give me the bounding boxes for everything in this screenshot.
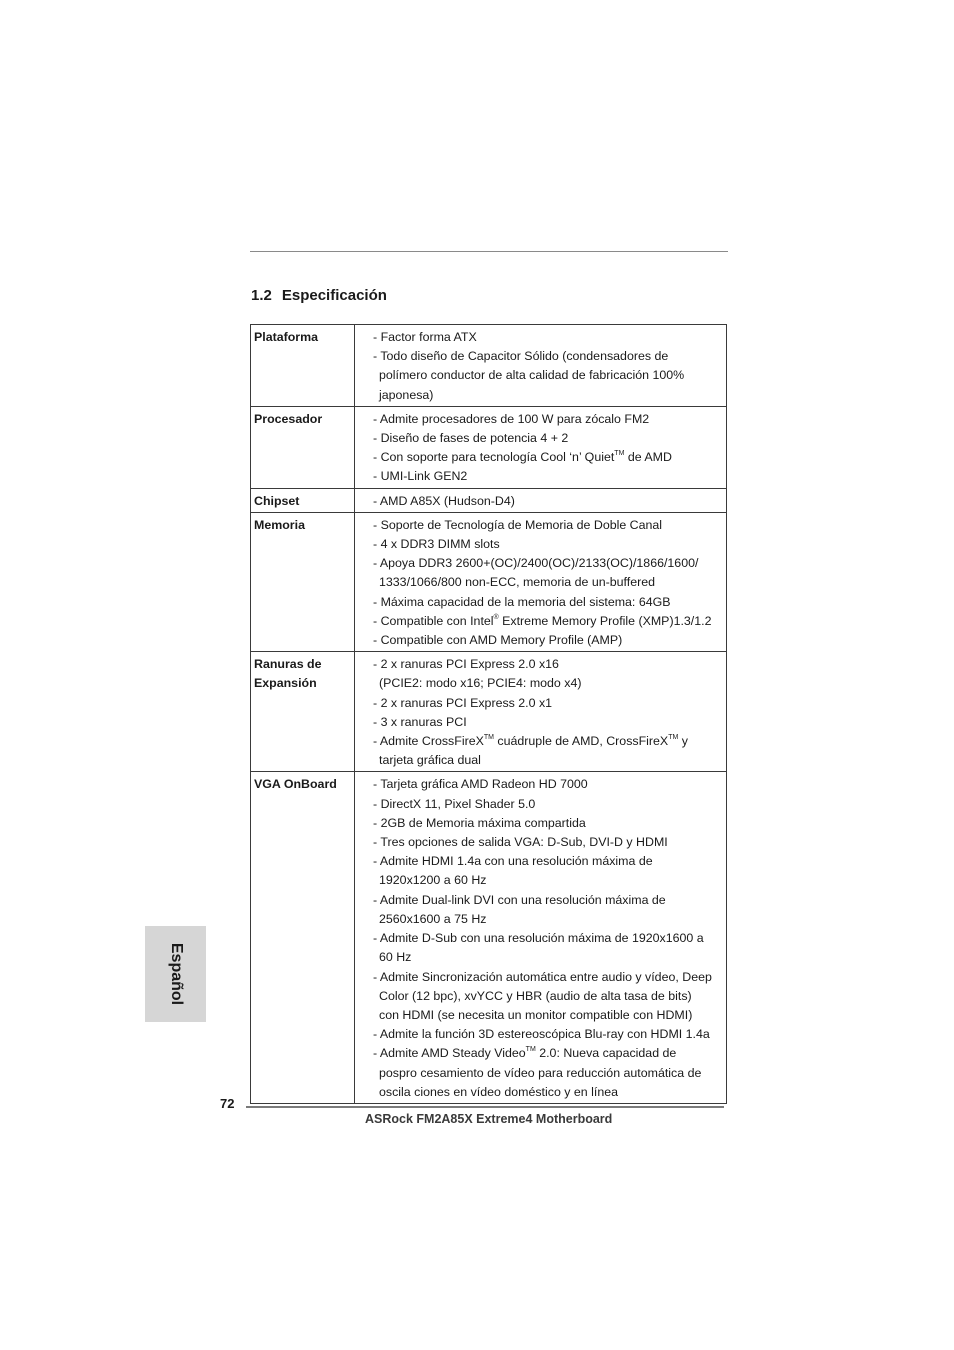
spec-value-line [373,535,726,554]
spec-row-label-cell [251,488,355,512]
section-heading: Especificación [281,287,387,304]
spec-value-line [373,429,726,448]
spec-value-line [373,467,726,486]
spec-row [251,512,727,651]
language-side-tab [145,926,206,1022]
spec-value-line [373,573,726,592]
spec-value-text: - 2 x ranuras PCI Express 2.0 x16 [373,657,559,672]
spec-value-text: y [678,734,688,749]
spec-row-label: Ranuras de [254,657,322,672]
spec-row-label-cell [251,512,355,651]
trademark-mark: TM [668,733,679,741]
spec-value-text: Extreme Memory Profile (XMP)1.3/1.2 [498,613,712,628]
spec-row-label-cell [251,406,355,488]
spec-value-text: japonesa) [379,387,434,402]
spec-value-text: - Admite Sincronización automática entre audio y vídeo, Deep [373,969,712,984]
spec-value-line [373,795,726,814]
spec-value-line [373,871,726,890]
spec-value-line [373,751,726,770]
spec-row-values-cell [355,652,727,772]
spec-value-line [373,655,726,674]
spec-value-line [373,852,726,871]
spec-value-line [373,694,726,713]
spec-value-line [373,516,726,535]
spec-row-label-cell [251,325,355,407]
spec-value-text: (PCIE2: modo x16; PCIE4: modo x4) [379,676,582,691]
section-title [251,287,387,304]
spec-row [251,772,727,1103]
spec-row-label: Chipset [254,493,300,508]
specification-table-body [251,325,727,1104]
spec-row [251,325,727,407]
spec-value-text: - Admite la función 3D estereoscópica Blu-ray con HDMI 1.4a [373,1027,710,1042]
spec-value-text: - Apoya DDR3 2600+(OC)/2400(OC)/2133(OC)/1866/1600/ [373,556,699,571]
spec-value-text: oscila ciones en vídeo doméstico y en línea [379,1084,619,1099]
top-divider [250,251,728,252]
spec-row-values-cell [355,325,727,407]
spec-value-text: - 2GB de Memoria máxima compartida [373,815,586,830]
spec-value-text: - Admite Dual-link DVI con una resolución máxima de [373,892,666,907]
spec-value-text: con HDMI (se necesita un monitor compatible con HDMI) [379,1007,693,1022]
spec-value-line [373,674,726,693]
spec-value-text: - Tarjeta gráfica AMD Radeon HD 7000 [373,777,588,792]
trademark-mark: TM [525,1046,536,1054]
spec-value-line [373,929,726,948]
spec-value-line [373,948,726,967]
spec-value-text: - UMI-Link GEN2 [373,469,468,484]
spec-row-label: VGA OnBoard [254,777,337,792]
spec-value-text: - Con soporte para tecnología Cool ‘n’ Quiet [373,450,615,465]
spec-value-text: cuádruple de AMD, CrossFireX [493,734,669,749]
spec-value-text: - Máxima capacidad de la memoria del sistema: 64GB [373,594,671,609]
spec-value-line [373,1064,726,1083]
section-number: 1.2 [251,287,272,304]
spec-value-text: - Admite D-Sub con una resolución máxima de 1920x1600 a [373,931,704,946]
spec-value-line [373,713,726,732]
spec-value-line [373,910,726,929]
spec-value-line [373,386,726,405]
spec-row-label-cell [251,652,355,772]
spec-value-text: Color (12 bpc), xvYCC y HBR (audio de alta tasa de bits) [379,988,692,1003]
spec-value-text: polímero conductor de alta calidad de fabricación 100% [379,368,685,383]
spec-value-text: - Compatible con AMD Memory Profile (AMP) [373,633,623,648]
spec-value-line [373,448,726,467]
spec-value-line [373,593,726,612]
spec-value-text: - Admite procesadores de 100 W para zócalo FM2 [373,411,650,426]
spec-value-line [373,732,726,751]
spec-value-text: - Admite CrossFireX [373,734,484,749]
spec-value-line [373,987,726,1006]
spec-value-line [373,328,726,347]
spec-value-text: de AMD [624,450,672,465]
spec-value-line [373,410,726,429]
spec-value-text: 1920x1200 a 60 Hz [379,873,487,888]
spec-value-line [373,1044,726,1063]
spec-row-label: Procesador [254,411,323,426]
spec-value-text: - Soporte de Tecnología de Memoria de Doble Canal [373,517,663,532]
spec-value-text: - Todo diseño de Capacitor Sólido (condensadores de [373,349,669,364]
spec-value-line [373,814,726,833]
spec-value-text: 2.0: Nueva capacidad de [535,1046,677,1061]
spec-value-text: pospro cesamiento de vídeo para reducción automática de [379,1065,702,1080]
spec-row-values-cell [355,488,727,512]
spec-row-label: Plataforma [254,330,319,344]
spec-value-text: - DirectX 11, Pixel Shader 5.0 [373,796,536,811]
spec-value-line [373,1025,726,1044]
spec-value-text: - 4 x DDR3 DIMM slots [373,537,500,552]
footer-divider [246,1106,724,1108]
spec-value-text: - Tres opciones de salida VGA: D-Sub, DVI-D y HDMI [373,835,668,850]
spec-value-text: 1333/1066/800 non-ECC, memoria de un-buffered [379,575,655,590]
spec-row-values-cell [355,512,727,651]
spec-row [251,652,727,772]
language-label: Español [167,942,185,1006]
trademark-mark: TM [614,450,625,458]
spec-row [251,406,727,488]
spec-value-text: 60 Hz [379,950,412,965]
spec-row-label: Memoria [254,517,305,532]
spec-value-text: - Admite AMD Steady Video [373,1046,526,1061]
spec-value-line [373,366,726,385]
spec-value-text: - Compatible con Intel [373,613,494,628]
spec-value-text: - Factor forma ATX [373,330,477,344]
spec-value-line [373,775,726,794]
page-number: 72 [220,1096,235,1111]
spec-value-line [373,968,726,987]
spec-value-text: tarjeta gráfica dual [379,753,481,768]
trademark-mark: TM [483,733,494,741]
spec-value-text: - Admite HDMI 1.4a con una resolución máxima de [373,854,653,869]
spec-value-text: - Diseño de fases de potencia 4 + 2 [373,431,569,446]
spec-value-text: - 3 x ranuras PCI [373,714,467,729]
spec-value-line [373,492,726,511]
spec-row-label-cell [251,772,355,1103]
spec-value-text: 2560x1600 a 75 Hz [379,911,487,926]
spec-row-label-continued: Expansión [254,676,317,691]
spec-value-line [373,833,726,852]
spec-value-line [373,631,726,650]
spec-value-line [373,891,726,910]
spec-value-line [373,347,726,366]
spec-value-line [373,1006,726,1025]
spec-value-text: - 2 x ranuras PCI Express 2.0 x1 [373,695,553,710]
footer-product-name: ASRock FM2A85X Extreme4 Motherboard [365,1112,613,1126]
spec-row-values-cell [355,772,727,1103]
specification-table [250,324,727,1104]
trademark-mark: ® [493,613,499,621]
spec-value-text: - AMD A85X (Hudson-D4) [373,493,515,508]
spec-value-line [373,612,726,631]
spec-value-line [373,554,726,573]
spec-row-values-cell [355,406,727,488]
spec-row [251,488,727,512]
spec-value-line [373,1083,726,1102]
